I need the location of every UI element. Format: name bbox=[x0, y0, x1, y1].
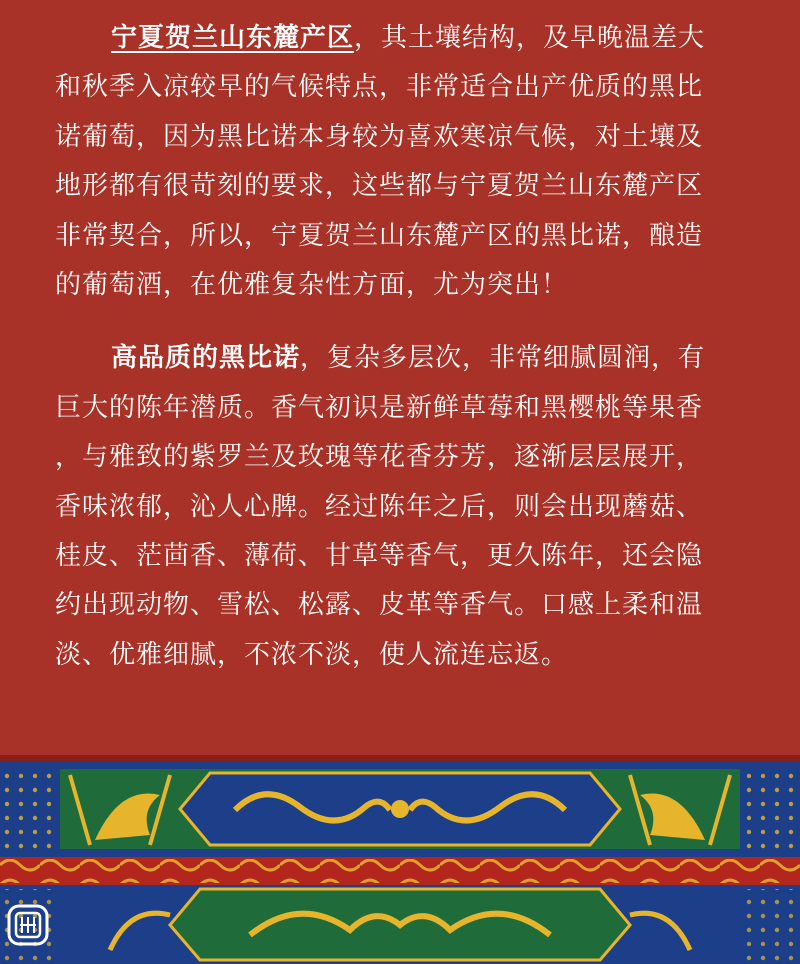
painted-beam-banner bbox=[0, 755, 800, 964]
paragraph-text: 桂皮、茫茴香、薄荷、甘草等香气，更久陈年，还会隐 bbox=[55, 540, 704, 571]
paragraph-text: ，与雅致的紫罗兰及玫瑰等花香芬芳，逐渐层层展开， bbox=[55, 442, 704, 473]
paragraph-text: 的葡萄酒，在优雅复杂性方面，尤为突出！ bbox=[55, 269, 569, 300]
paragraph-2-line-1 bbox=[55, 334, 750, 383]
paragraph-text: 约出现动物、雪松、松露、皮革等香气。口感上柔和温 bbox=[55, 590, 704, 621]
paragraph-gap bbox=[55, 310, 750, 334]
paragraph-text: 和秋季入凉较早的气候特点，非常适合出产优质的黑比 bbox=[55, 72, 704, 103]
seal-stamp-icon bbox=[6, 903, 50, 947]
paragraph-text: 香味浓郁，沁人心脾。经过陈年之后，则会出现蘑菇、 bbox=[55, 491, 704, 522]
paragraph-text: 巨大的陈年潜质。香气初识是新鲜草莓和黑樱桃等果香 bbox=[55, 392, 704, 423]
highlight-pinot-noir: 高品质的黑比诺 bbox=[111, 343, 301, 374]
article-body bbox=[55, 14, 750, 680]
paragraph-text: 非常契合，所以，宁夏贺兰山东麓产区的黑比诺，酿造 bbox=[55, 220, 704, 251]
paragraph-text: 诺葡萄，因为黑比诺本身较为喜欢寒凉气候，对土壤及 bbox=[55, 121, 704, 152]
paragraph-text: ，复杂多层次，非常细腻圆润，有 bbox=[300, 343, 706, 374]
paragraph-text: 淡、优雅细腻，不浓不淡，使人流连忘返。 bbox=[55, 639, 569, 670]
paragraph-text: ，其土壤结构，及早晚温差大 bbox=[354, 23, 706, 53]
paragraph-text: 地形都有很苛刻的要求，这些都与宁夏贺兰山东麓产区 bbox=[55, 171, 704, 202]
highlight-region-name: 宁夏贺兰山东麓产区 bbox=[111, 23, 355, 53]
paragraph-1-line-1 bbox=[55, 14, 750, 63]
